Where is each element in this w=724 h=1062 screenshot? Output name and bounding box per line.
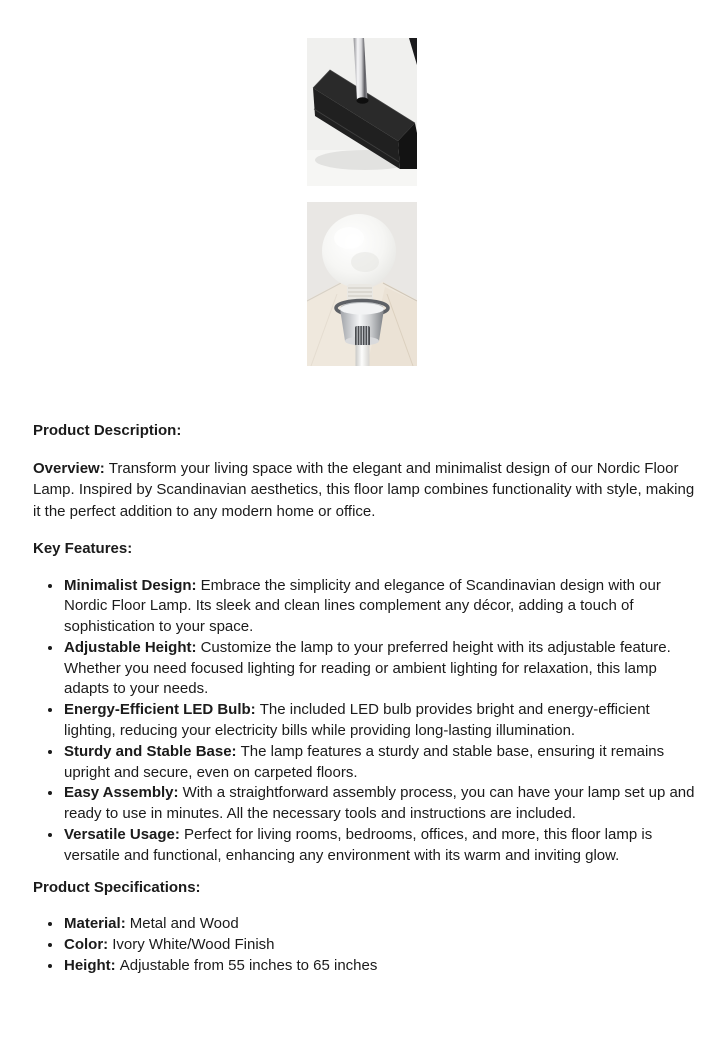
feature-item [63,783,695,825]
feature-item [63,825,695,867]
feature-item [63,576,695,638]
feature-label: Easy Assembly: [64,784,179,802]
overview-text: Transform your living space with the elegant and minimalist design of our Nordic Floor Lamp. Inspired by Scandinavian aesthetics, this floor lamp combines functionality with style, making it the perfect addition to any modern home or office. [33,459,695,520]
feature-label: Energy-Efficient LED Bulb: [64,701,256,719]
feature-label: Versatile Usage: [64,826,180,844]
spec-item [63,956,695,977]
spec-text: Metal and Wood [129,915,239,933]
spec-text: Adjustable from 55 inches to 65 inches [119,956,378,974]
spec-label: Height: [64,956,116,974]
feature-text: With a straightforward assembly process, you can have your lamp set up and ready to use in minutes. All the necessary tools and instructions are included. [64,784,695,823]
feature-text: Perfect for living rooms, bedrooms, offices, and more, this floor lamp is versatile and functional, enhancing any environment with its warm and inviting glow. [64,826,653,864]
spec-label: Material: [64,915,126,933]
feature-text: The lamp features a sturdy and stable base, ensuring it remains upright and secure, even on carpeted floors. [64,742,665,781]
specifications-list [33,914,695,976]
overview-paragraph [33,458,695,523]
spec-item [63,935,695,956]
feature-item [63,742,695,784]
spec-item [63,914,695,935]
key-features-list [33,576,695,867]
product-image-bulb-socket [307,202,417,366]
feature-item [63,638,695,700]
feature-text: Customize the lamp to your preferred height with its adjustable feature. Whether you need focused lighting for reading or ambient lighting for relaxation, this lamp adapts to your needs. [64,638,671,698]
feature-text: Embrace the simplicity and elegance of Scandinavian design with our Nordic Floor Lamp. Its sleek and clean lines complement any décor, adding a touch of sophistication to your space. [64,576,661,636]
product-description-heading: Product Description: [33,422,182,439]
overview-label: Overview: [33,459,105,477]
spec-label: Color: [64,935,109,953]
bulb-socket-illustration [307,202,417,366]
product-specifications-heading: Product Specifications: [33,878,201,896]
feature-text: The included LED bulb provides bright and energy-efficient lighting, reducing your electricity bills while providing long-lasting illumination. [64,701,650,740]
key-features-heading: Key Features: [33,540,133,557]
lamp-base-illustration [307,38,417,186]
feature-label: Minimalist Design: [64,576,197,594]
feature-item [63,700,695,742]
feature-label: Adjustable Height: [64,638,197,656]
spec-text: Ivory White/Wood Finish [112,935,275,953]
product-image-stack [307,38,417,366]
product-description-section [33,420,695,977]
product-image-lamp-base [307,38,417,186]
feature-label: Sturdy and Stable Base: [64,742,237,760]
